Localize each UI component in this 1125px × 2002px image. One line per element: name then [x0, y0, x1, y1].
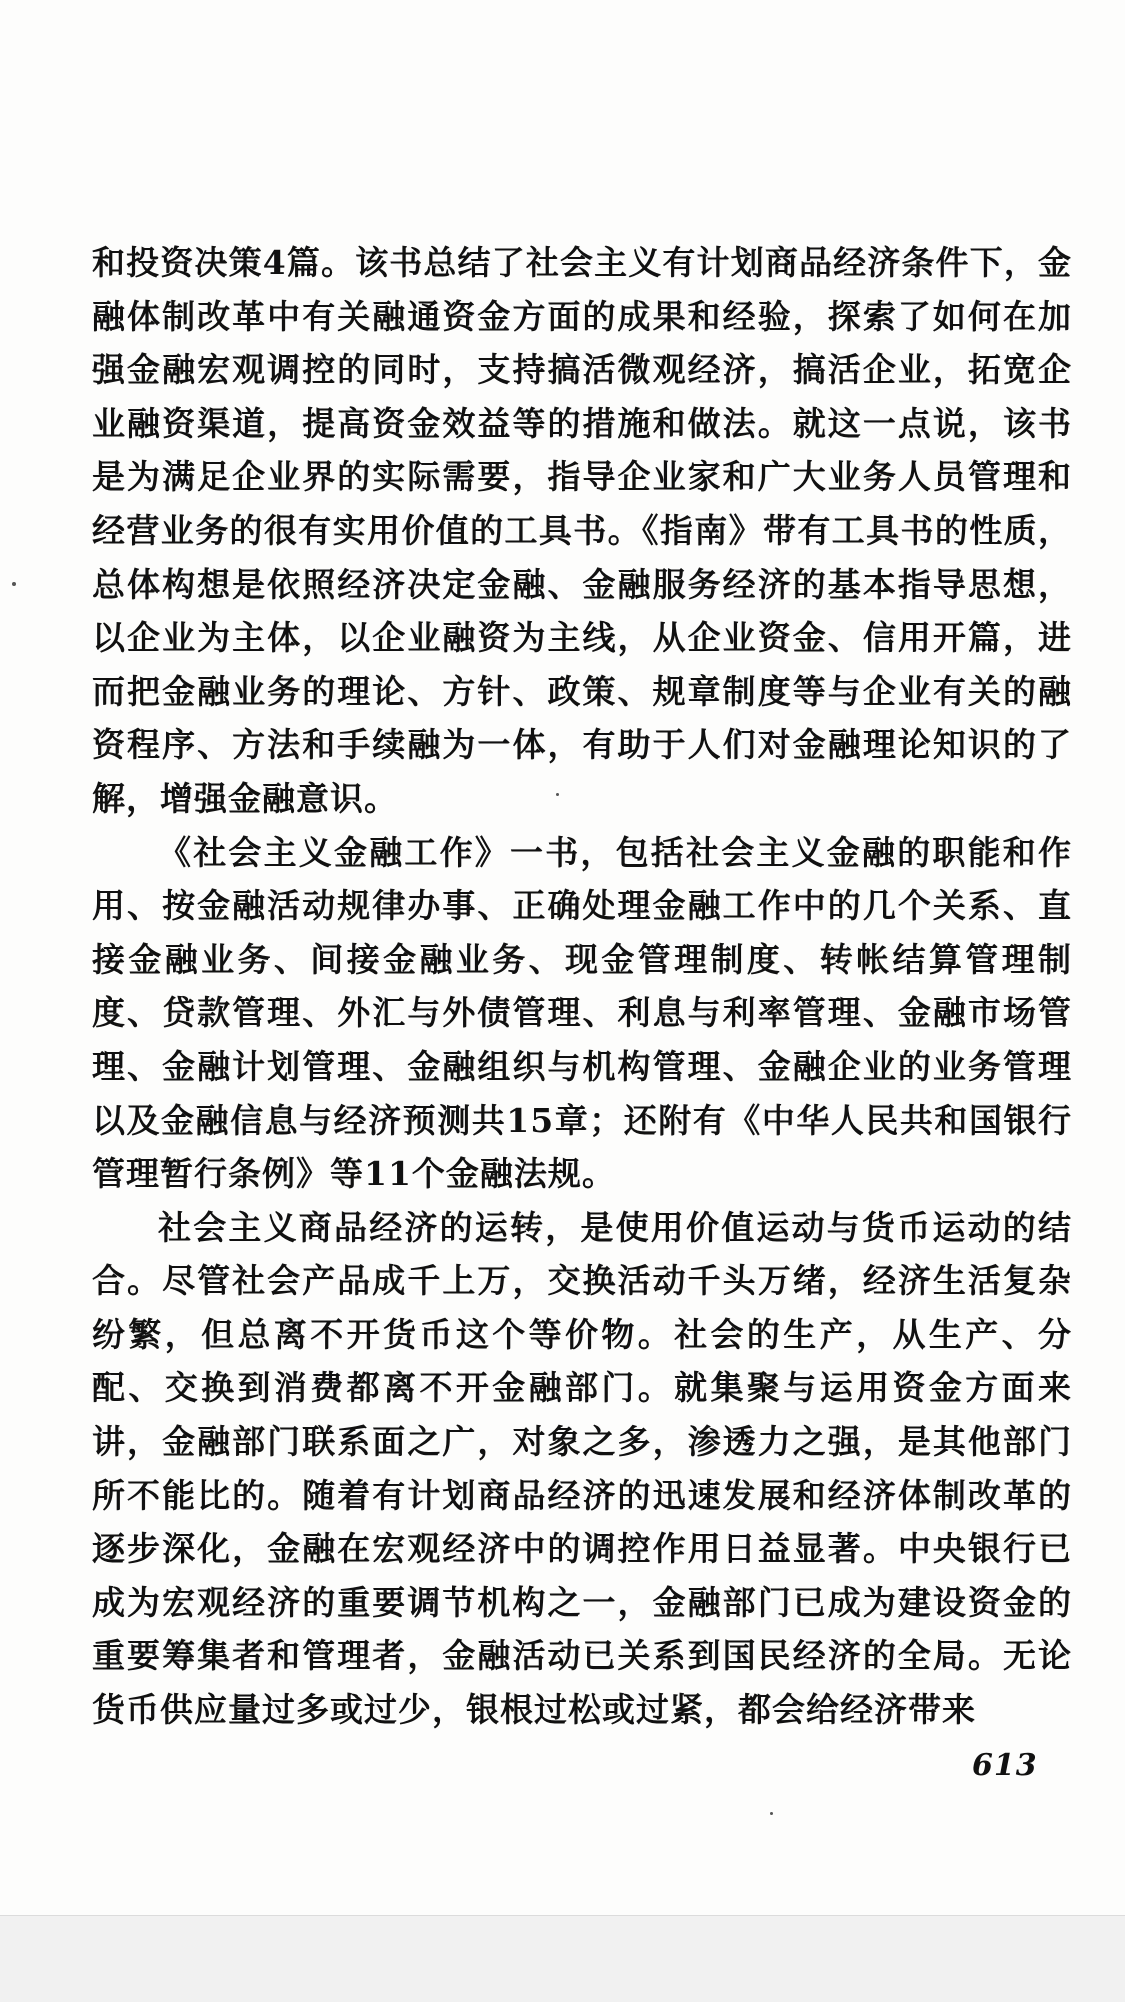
- scan-speck: [770, 1812, 773, 1815]
- viewer-bottom-bar: [0, 1915, 1125, 2002]
- paragraph-2: 《社会主义金融工作》一书，包括社会主义金融的职能和作用、按金融活动规律办事、正确处理金融工作中的几个关系、直接金融业务、间接金融业务、现金管理制度、转帐结算管理制度、贷款管理、外汇与外债管理、利息与利率管理、金融市场管理、金融计划管理、金融组织与机构管理、金融企业的业务管理以及金融信息与经济预测共15章；还附有《中华人民共和国银行管理暂行条例》等11个金融法规。: [92, 832, 1072, 1194]
- page-number: 613: [972, 1748, 1038, 1783]
- paragraph-1: 和投资决策4篇。该书总结了社会主义有计划商品经济条件下，金融体制改革中有关融通资金方面的成果和经验，探索了如何在加强金融宏观调控的同时，支持搞活微观经济，搞活企业，拓宽企业融资渠道，提高资金效益等的措施和做法。就这一点说，该书是为满足企业界的实际需要，指导企业家和广大业务人员管理和经营业务的很有实用价值的工具书。《指南》带有工具书的性质，总体构想是依照经济决定金融、金融服务经济的基本指导思想，以企业为主体，以企业融资为主线，从企业资金、信用开篇，进而把金融业务的理论、方针、政策、规章制度等与企业有关的融资程序、方法和手续融为一体，有助于人们对金融理论知识的了解，增强金融意识。: [92, 243, 1072, 818]
- paragraph-3: 社会主义商品经济的运转，是使用价值运动与货币运动的结合。尽管社会产品成千上万，交换活动千头万绪，经济生活复杂纷繁，但总离不开货币这个等价物。社会的生产，从生产、分配、交换到消费都离不开金融部门。就集聚与运用资金方面来讲，金融部门联系面之广，对象之多，渗透力之强，是其他部门所不能比的。随着有计划商品经济的迅速发展和经济体制改革的逐步深化，金融在宏观经济中的调控作用日益显著。中央银行已成为宏观经济的重要调节机构之一，金融部门已成为建设资金的重要筹集者和管理者，金融活动已关系到国民经济的全局。无论货币供应量过多或过少，银根过松或过紧，都会给经济带来: [92, 1207, 1072, 1730]
- scan-speck: [556, 793, 559, 796]
- body-text: [92, 236, 1072, 1737]
- scan-speck: [12, 582, 16, 586]
